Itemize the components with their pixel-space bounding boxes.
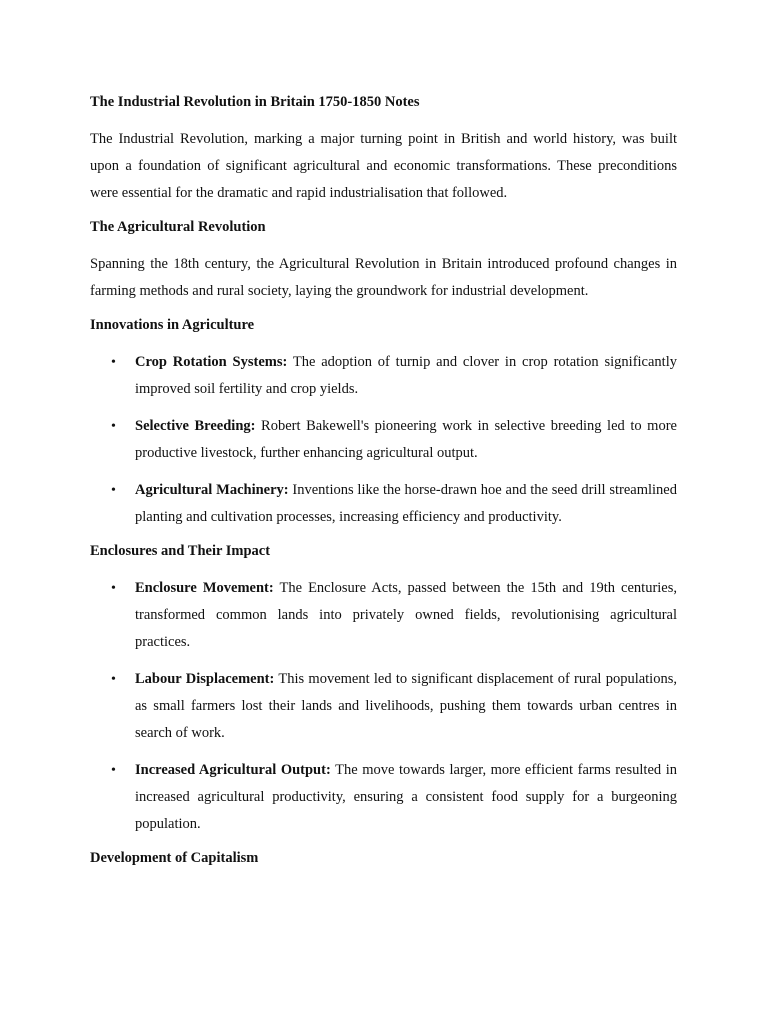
- list-item: [90, 477, 677, 531]
- list-item-term: Labour Displacement:: [135, 671, 275, 687]
- bullet-icon: •: [111, 672, 116, 687]
- intro-paragraph: The Industrial Revolution, marking a major turning point in British and world history, was built upon a foundation of significant agricultural and economic transformations. These preconditions were essential for the dramatic and rapid industrialisation that followed.: [90, 131, 677, 201]
- list-item: [90, 666, 677, 747]
- list-item-term: Agricultural Machinery:: [135, 482, 289, 498]
- list-item: [90, 349, 677, 403]
- bullet-icon: •: [111, 419, 116, 434]
- list-item: [90, 575, 677, 656]
- list-item-text: The move towards larger, more efficient farms resulted in increased agricultural productivity, ensuring a consistent food supply for a burgeoning population.: [135, 762, 677, 832]
- agricultural-revolution-paragraph: Spanning the 18th century, the Agricultural Revolution in Britain introduced profound changes in farming methods and rural society, laying the groundwork for industrial development.: [90, 256, 677, 299]
- bullet-icon: •: [111, 355, 116, 370]
- innovations-list: [90, 349, 677, 531]
- enclosures-list: [90, 575, 677, 838]
- list-item-term: Selective Breeding:: [135, 418, 256, 434]
- list-item-text: This movement led to significant displacement of rural populations, as small farmers lost their lands and livelihoods, pushing them towards urban centres in search of work.: [135, 671, 677, 741]
- list-item-term: Increased Agricultural Output:: [135, 762, 331, 778]
- list-item-text: The adoption of turnip and clover in crop rotation significantly improved soil fertility and crop yields.: [135, 354, 677, 397]
- list-item-text: The Enclosure Acts, passed between the 15th and 19th centuries, transformed common lands into privately owned fields, revolutionising agricultural practices.: [135, 580, 678, 650]
- heading-innovations: Innovations in Agriculture: [90, 317, 255, 333]
- list-item: [90, 413, 677, 467]
- document-title: The Industrial Revolution in Britain 1750-1850 Notes: [90, 94, 420, 110]
- bullet-icon: •: [111, 483, 116, 498]
- bullet-icon: •: [111, 581, 116, 596]
- list-item-term: Crop Rotation Systems:: [135, 354, 288, 370]
- bullet-icon: •: [111, 763, 116, 778]
- document-page: [90, 92, 677, 882]
- list-item-term: Enclosure Movement:: [135, 580, 274, 596]
- list-item-text: Robert Bakewell's pioneering work in selective breeding led to more productive livestock, further enhancing agricultural output.: [135, 418, 677, 461]
- list-item: [90, 757, 677, 838]
- heading-capitalism: Development of Capitalism: [90, 850, 259, 866]
- list-item-text: Inventions like the horse-drawn hoe and the seed drill streamlined planting and cultivation processes, increasing efficiency and productivity.: [135, 482, 677, 525]
- heading-agricultural-revolution: The Agricultural Revolution: [90, 219, 266, 235]
- heading-enclosures: Enclosures and Their Impact: [90, 543, 271, 559]
